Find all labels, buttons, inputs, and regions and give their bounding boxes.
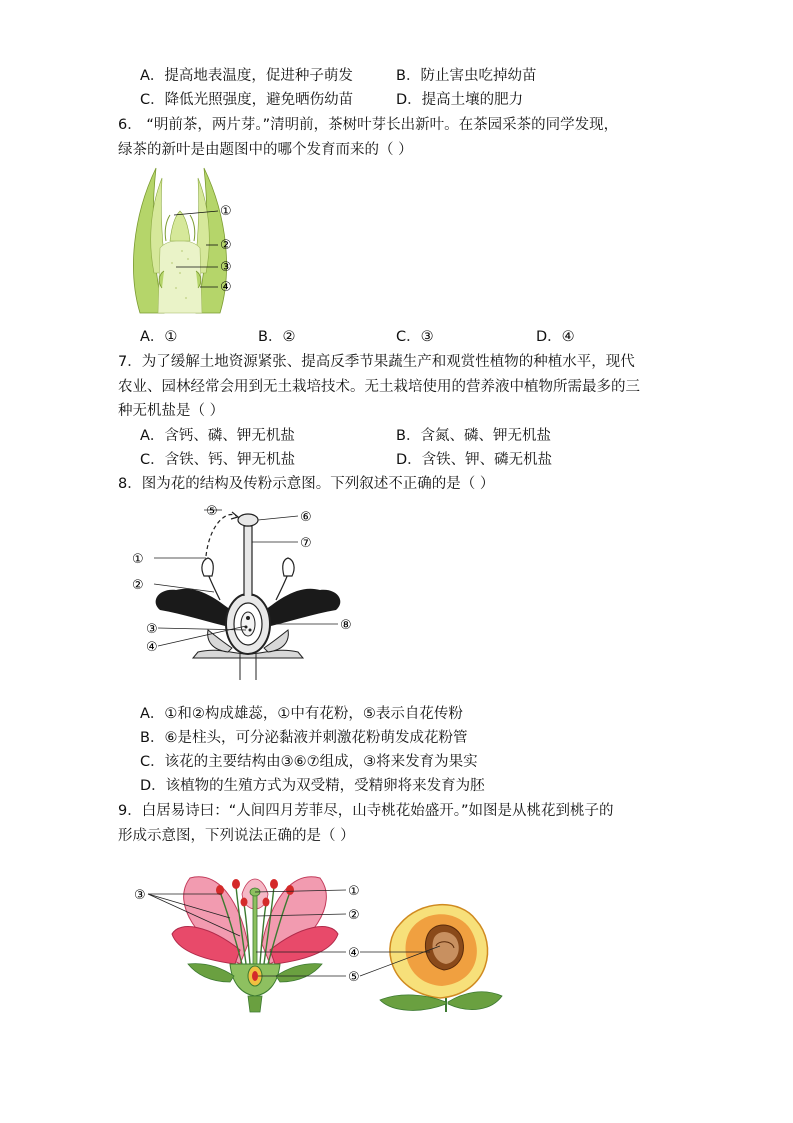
flower-label-5: ⑤ [206,504,218,519]
q7-option-a[interactable]: A．含钙、磷、钾无机盐 [140,428,295,444]
q6-stem-line2: 绿茶的新叶是由题图中的哪个发育而来的（ ） [118,142,413,158]
bud-label-4: ④ [220,280,232,295]
q8-option-a[interactable]: A．①和②构成雄蕊，①中有花粉，⑤表示自花传粉 [140,706,463,722]
q7-stem-line3: 种无机盐是（ ） [118,403,225,419]
q6-option-a[interactable]: A．① [140,329,178,345]
bud-label-2: ② [220,238,232,253]
q7-stem-line1: 7．为了缓解土地资源紧张、提高反季节果蔬生产和观赏性植物的种植水平，现代 [118,354,635,370]
bud-diagram [120,163,260,321]
q5-option-a[interactable]: A．提高地表温度，促进种子萌发 [140,68,353,84]
bud-label-1: ① [220,204,232,219]
flower-label-8: ⑧ [340,618,352,633]
peach-fruit [380,905,502,1012]
q8-stem: 8．图为花的结构及传粉示意图。下列叙述不正确的是（ ） [118,476,495,492]
stigma [238,514,258,526]
q8-option-c[interactable]: C．该花的主要结构由③⑥⑦组成，③将来发育为果实 [140,754,478,770]
style [244,526,252,596]
growing-point [170,211,190,241]
bud-axis [158,241,202,314]
q9-stem-line1: 9．白居易诗曰：“人间四月芳菲尽，山寺桃花始盛开。”如图是从桃花到桃子的 [118,803,614,819]
q7-stem-line2: 农业、园林经常会用到无土栽培技术。无土栽培使用的营养液中植物所需最多的三 [118,379,640,395]
flower-label-6: ⑥ [300,510,312,525]
flower-label-7: ⑦ [300,536,312,551]
q7-option-c[interactable]: C．含铁、钙、钾无机盐 [140,452,296,468]
q6-option-c[interactable]: C．③ [396,329,434,345]
petal-left [156,589,236,628]
peach-flower [172,877,338,1012]
peach-flower-to-fruit-diagram [130,864,510,1016]
anther-left [202,558,213,576]
q7-option-d[interactable]: D．含铁、钾、磷无机盐 [396,452,553,468]
q7-option-b[interactable]: B．含氮、磷、钾无机盐 [396,428,551,444]
q9-stem-line2: 形成示意图，下列说法正确的是（ ） [118,828,355,844]
peach-label-3: ③ [134,888,146,903]
flower-label-4: ④ [146,640,158,655]
q8-option-d[interactable]: D．该植物的生殖方式为双受精，受精卵将来发育为胚 [140,778,485,794]
flower-label-3: ③ [146,622,158,637]
bud-label-3: ③ [220,260,232,275]
peach-label-4: ④ [348,946,360,961]
q6-stem-line1: 6． “明前茶，两片芽。”清明前，茶树叶芽长出新叶。在茶园采茶的同学发现， [118,117,619,133]
peach-label-1: ① [348,884,360,899]
q8-option-b[interactable]: B．⑥是柱头，可分泌黏液并刺激花粉萌发成花粉管 [140,730,468,746]
flower-label-2: ② [132,578,144,593]
flower-pollination-diagram [128,502,368,684]
anther-right [283,558,294,576]
flower-label-1: ① [132,552,144,567]
q6-option-d[interactable]: D．④ [536,329,575,345]
peach-label-5: ⑤ [348,970,360,985]
pollination-arrow [206,515,236,556]
q5-option-d[interactable]: D．提高土壤的肥力 [396,92,524,108]
q5-option-c[interactable]: C．降低光照强度，避免晒伤幼苗 [140,92,354,108]
q5-option-b[interactable]: B．防止害虫吃掉幼苗 [396,68,537,84]
petal-right [260,589,340,628]
peach-label-2: ② [348,908,360,923]
q6-option-b[interactable]: B．② [258,329,296,345]
